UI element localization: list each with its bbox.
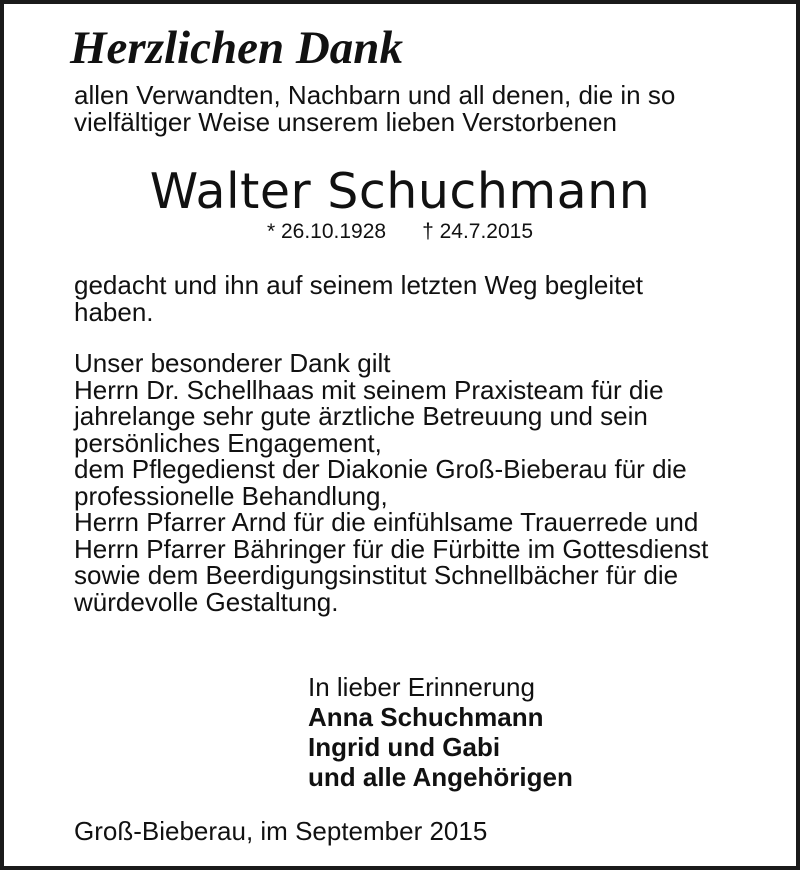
- thanks-line: Herrn Pfarrer Arnd für die einfühlsame Trauerrede und: [74, 507, 699, 537]
- after-name-text: [74, 272, 643, 325]
- death-date: † 24.7.2015: [422, 220, 534, 243]
- thanks-line: Herrn Dr. Schellhaas mit seinem Praxisteam für die: [74, 374, 664, 405]
- intro-line-2: vielfältiger Weise unserem lieben Verstorbenen: [74, 106, 617, 137]
- thanks-text: [74, 350, 708, 615]
- birth-date: * 26.10.1928: [266, 220, 387, 243]
- after-name-line-1: gedacht und ihn auf seinem letzten Weg begleitet: [74, 270, 644, 300]
- thanks-line: dem Pflegedienst der Diakonie Groß-Bieberau für die: [74, 454, 687, 484]
- thanks-line: Unser besonderer Dank gilt: [74, 348, 391, 378]
- deceased-name: Walter Schuchmann: [149, 163, 651, 220]
- place-and-date: Groß-Bieberau, im September 2015: [74, 816, 488, 846]
- notice-heading: Herzlichen Dank: [70, 22, 403, 74]
- thanks-line: persönliches Engagement,: [74, 427, 382, 458]
- signature-block: [308, 672, 573, 792]
- intro-line-1: allen Verwandten, Nachbarn und all denen, die in so: [74, 80, 676, 110]
- life-dates: [4, 220, 796, 244]
- thanks-line: professionelle Behandlung,: [74, 480, 388, 511]
- signatory: Anna Schuchmann: [308, 702, 544, 732]
- signatory: Ingrid und Gabi: [308, 732, 501, 762]
- after-name-line-2: haben.: [74, 296, 154, 327]
- thanks-line: Herrn Pfarrer Bähringer für die Fürbitte im Gottesdienst: [74, 533, 709, 564]
- thanks-line: jahrelange sehr gute ärztliche Betreuung und sein: [74, 401, 648, 431]
- memory-line: In lieber Erinnerung: [308, 672, 535, 702]
- thanks-line: sowie dem Beerdigungsinstitut Schnellbächer für die: [74, 560, 679, 590]
- thanks-line: würdevolle Gestaltung.: [74, 586, 339, 617]
- signatory: und alle Angehörigen: [308, 762, 573, 792]
- intro-text: [74, 82, 675, 135]
